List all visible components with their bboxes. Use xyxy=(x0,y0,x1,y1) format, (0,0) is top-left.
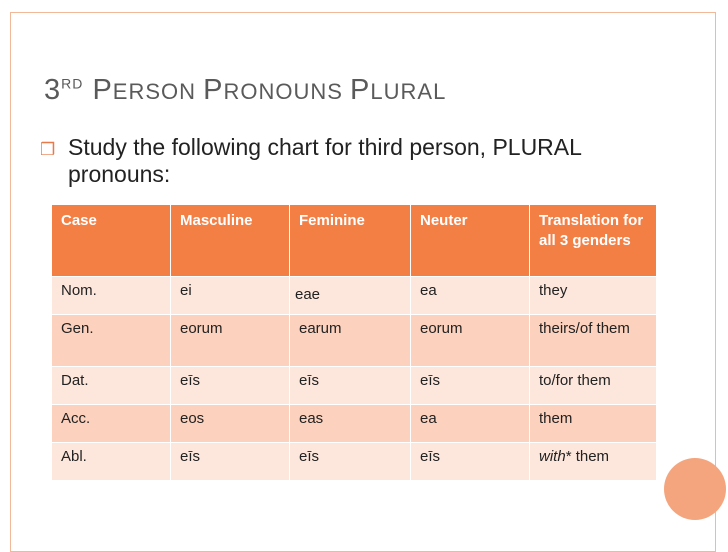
header-neuter: Neuter xyxy=(411,205,530,277)
bullet-item xyxy=(40,134,680,188)
table-cell: Gen. xyxy=(52,315,171,367)
table-cell: them xyxy=(530,405,657,443)
table-cell: Acc. xyxy=(52,405,171,443)
header-translation: Translation for all 3 genders xyxy=(530,205,657,277)
table-cell: eas xyxy=(290,405,411,443)
table-cell: eos xyxy=(171,405,290,443)
table-header-row xyxy=(52,205,657,277)
cell-text: * them xyxy=(565,448,610,465)
table-cell: eīs xyxy=(290,443,411,481)
table-cell: earum xyxy=(290,315,411,367)
slide-title: 3RD PERSON PRONOUNS PLURAL xyxy=(44,74,447,106)
italic-with: with xyxy=(539,448,566,465)
table-cell: ei xyxy=(171,277,290,315)
table-row xyxy=(52,405,657,443)
table-cell: eīs xyxy=(411,443,530,481)
table-cell: theirs/of them xyxy=(530,315,657,367)
table-cell: Abl. xyxy=(52,443,171,481)
table-cell: eīs xyxy=(411,367,530,405)
table-cell: eīs xyxy=(290,367,411,405)
cell-text: eae xyxy=(295,286,321,303)
table-row xyxy=(52,315,657,367)
header-case: Case xyxy=(52,205,171,277)
header-masculine: Masculine xyxy=(171,205,290,277)
decorative-circle xyxy=(664,458,726,520)
table-row xyxy=(52,277,657,315)
header-feminine: Feminine xyxy=(290,205,411,277)
bullet-icon: ❒ xyxy=(40,140,56,159)
table-cell: ea xyxy=(411,277,530,315)
table-row xyxy=(52,443,657,481)
table-cell: eorum xyxy=(411,315,530,367)
table-cell: to/for them xyxy=(530,367,657,405)
table-row xyxy=(52,367,657,405)
table-cell xyxy=(530,443,657,481)
table-cell: Nom. xyxy=(52,277,171,315)
table-cell: they xyxy=(530,277,657,315)
table-cell: eorum xyxy=(171,315,290,367)
table-cell: Dat. xyxy=(52,367,171,405)
table-cell: eīs xyxy=(171,443,290,481)
table-cell: eīs xyxy=(171,367,290,405)
bullet-text: Study the following chart for third person, PLURAL pronouns: xyxy=(68,134,582,187)
table-cell xyxy=(290,277,411,315)
table-cell: ea xyxy=(411,405,530,443)
pronoun-table xyxy=(51,204,657,481)
